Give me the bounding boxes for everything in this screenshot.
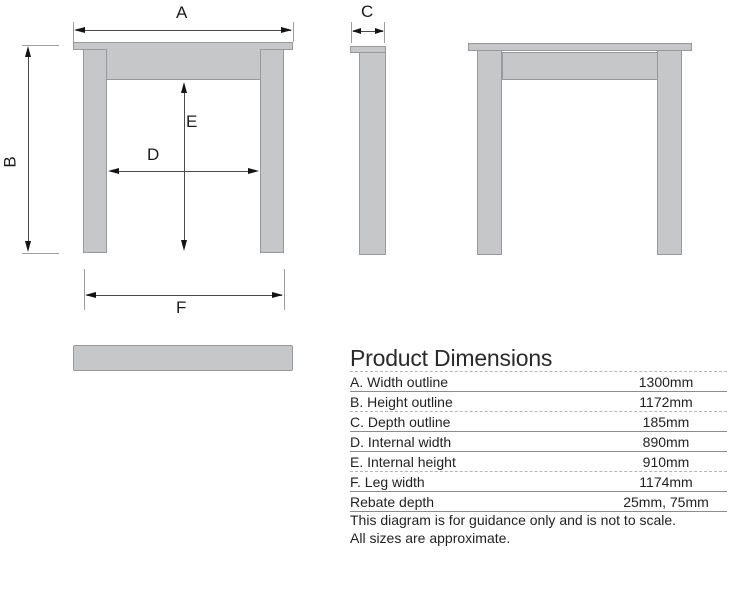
dim-d-label: D	[147, 145, 160, 164]
dim-f-tick-right	[284, 269, 285, 310]
row-value: 1172mm	[639, 394, 693, 410]
row-value: 890mm	[642, 434, 690, 450]
disclaimer-line-2: All sizes are approximate.	[350, 530, 511, 546]
row-label: E. Internal height	[350, 454, 456, 470]
dim-b-label: B	[0, 156, 20, 168]
disclaimer-notes	[350, 511, 676, 547]
plain-left-leg	[477, 50, 502, 255]
row-value: 910mm	[642, 454, 690, 470]
panel-title: Product Dimensions	[350, 345, 553, 371]
table-row	[350, 452, 727, 472]
table-row	[350, 492, 727, 512]
table-row	[350, 432, 727, 452]
plain-frieze-panel	[502, 52, 658, 80]
row-value: 1174mm	[639, 474, 693, 490]
dim-f-label: F	[176, 298, 187, 317]
dim-c-label: C	[361, 2, 374, 21]
row-label: A. Width outline	[350, 374, 449, 390]
plain-right-leg	[657, 50, 682, 255]
shelf-plank	[73, 345, 293, 371]
row-label: B. Height outline	[350, 394, 453, 410]
row-value: 1300mm	[638, 374, 694, 390]
dim-a-label: A	[176, 3, 188, 22]
plain-view	[0, 0, 733, 270]
table-row	[350, 372, 727, 392]
disclaimer-line-1: This diagram is for guidance only and is not to scale.	[350, 512, 677, 528]
table-row	[350, 392, 727, 412]
dim-e-label: E	[186, 112, 198, 131]
row-value: 25mm, 75mm	[623, 494, 709, 510]
row-label: F. Leg width	[350, 474, 425, 490]
table-row	[350, 412, 727, 432]
table-row	[350, 472, 727, 492]
dim-f-arrowhead-left-icon	[85, 292, 96, 298]
dim-f-arrowhead-right-icon	[272, 292, 283, 298]
row-label: C. Depth outline	[350, 414, 451, 430]
dim-f-line	[87, 295, 282, 296]
row-label: D. Internal width	[350, 434, 452, 450]
row-value: 185mm	[642, 414, 690, 430]
dim-f-tick-left	[84, 269, 85, 310]
row-label: Rebate depth	[350, 494, 435, 510]
dimensions-table	[350, 371, 727, 512]
